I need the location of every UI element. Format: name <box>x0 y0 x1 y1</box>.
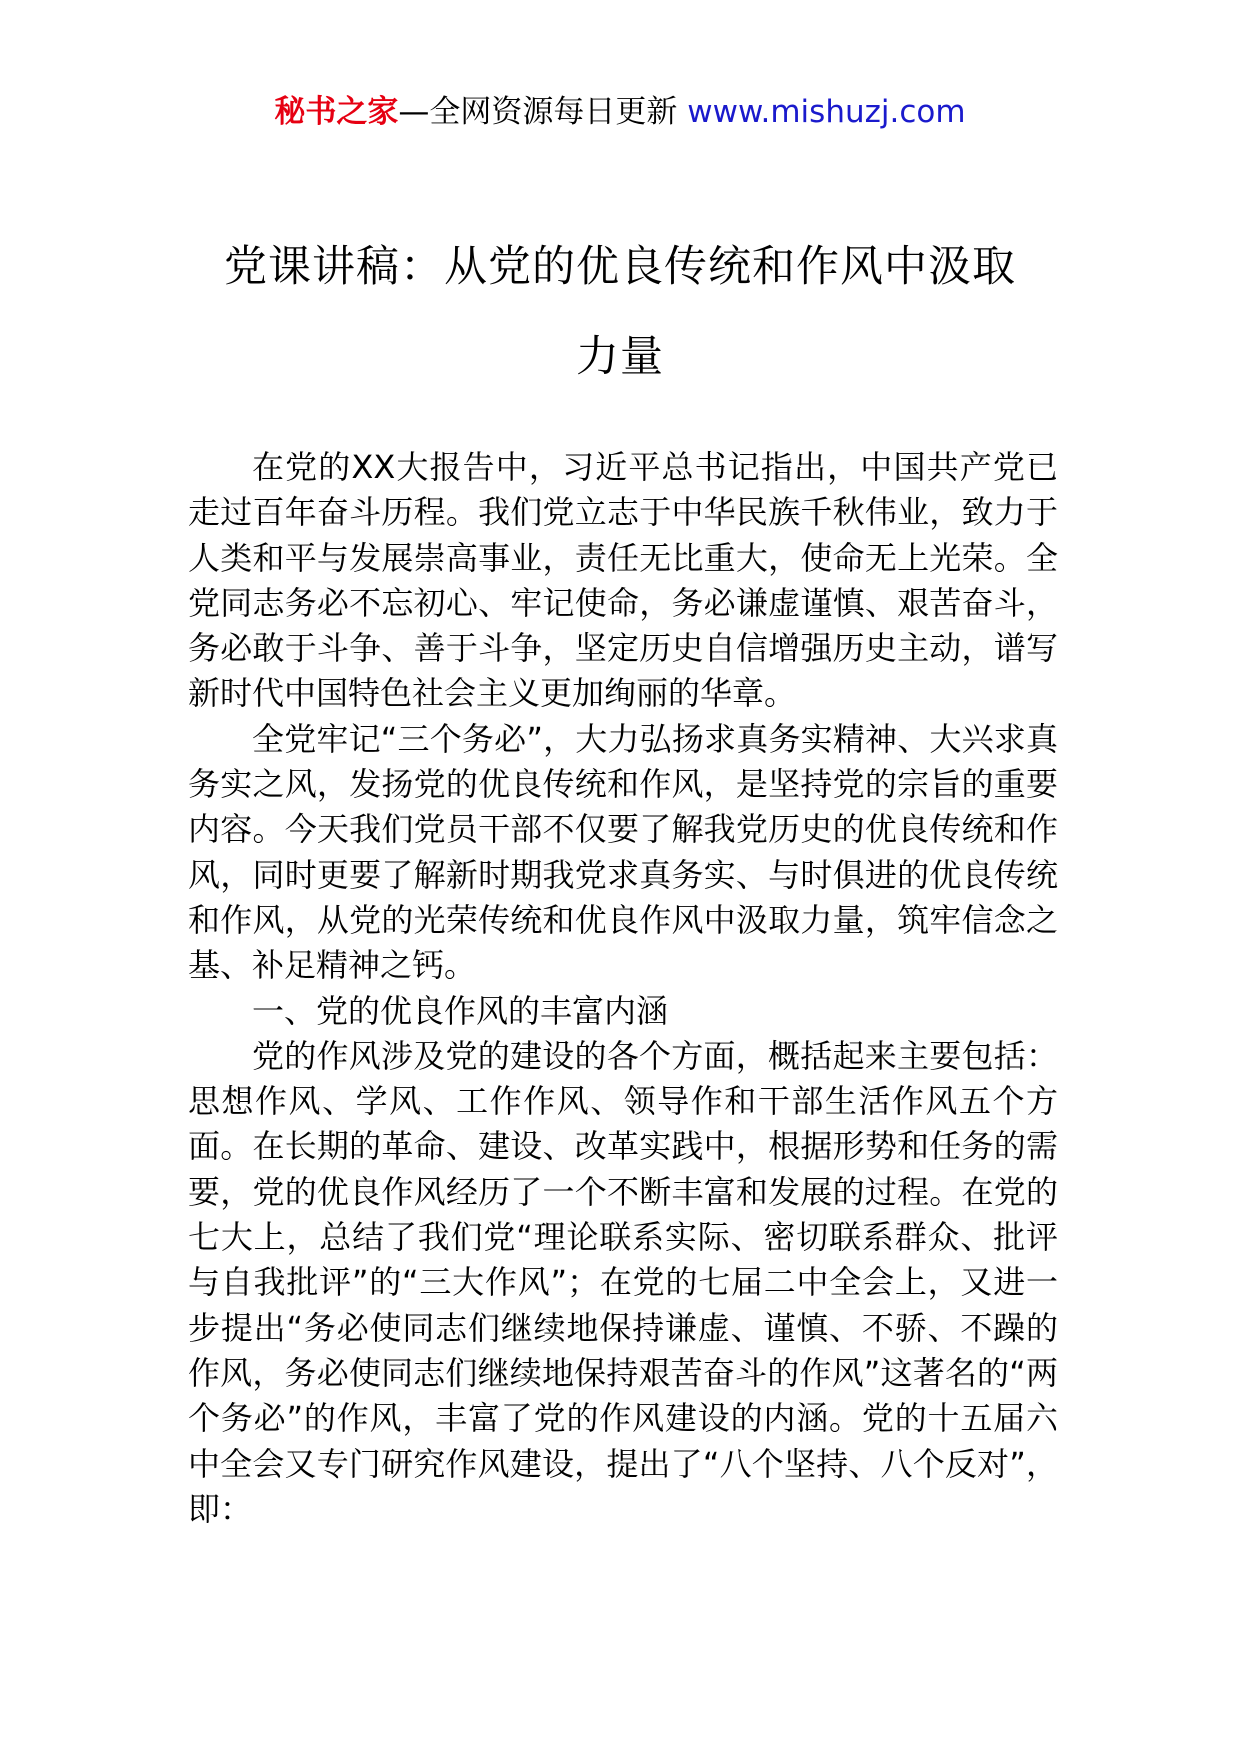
document-title-line-1: 党课讲稿：从党的优良传统和作风中汲取 <box>224 242 1016 292</box>
body-paragraph-1: 在党的XX大报告中，习近平总书记指出，中国共产党已走过百年奋斗历程。我们党立志于中华民族千秋伟业，致力于人类和平与发展崇高事业，责任无比重大，使命无上光荣。全党同志务必不忘初心、牢记使命，务必谦虚谨慎、艰苦奋斗，务必敢于斗争、善于斗争，坚定历史自信增强历史主动，谱写新时代中国特色社会主义更加绚丽的华章。 <box>188 448 1058 713</box>
document-title-line-2: 力量 <box>576 332 664 382</box>
site-brand: 秘书之家 <box>274 94 399 130</box>
site-header <box>0 92 1240 132</box>
section-heading: 一、党的优良作风的丰富内涵 <box>252 991 669 1030</box>
section-paragraph: 党的作风涉及党的建设的各个方面，概括起来主要包括：思想作风、学风、工作作风、领导作和干部生活作风五个方面。在长期的革命、建设、改革实践中，根据形势和任务的需要，党的优良作风经历了一个不断丰富和发展的过程。在党的七大上，总结了我们党“理论联系实际、密切联系群众、批评与自我批评”的“三大作风”；在党的七届二中全会上，又进一步提出“务必使同志们继续地保持谦虚、谨慎、不骄、不躁的作风，务必使同志们继续地保持艰苦奋斗的作风”这著名的“两个务必”的作风，丰富了党的作风建设的内涵。党的十五届六中全会又专门研究作风建设，提出了“八个坚持、八个反对”，即： <box>188 1036 1058 1528</box>
site-slogan: —全网资源每日更新 <box>398 94 678 130</box>
document-title <box>150 222 1090 402</box>
document-body <box>188 445 1058 1532</box>
site-url-link[interactable]: www.mishuzj.com <box>687 94 966 130</box>
body-paragraph-2: 全党牢记“三个务必”，大力弘扬求真务实精神、大兴求真务实之风，发扬党的优良传统和作风，是坚持党的宗旨的重要内容。今天我们党员干部不仅要了解我党历史的优良传统和作风，同时更要了解新时期我党求真务实、与时俱进的优良传统和作风，从党的光荣传统和优良作风中汲取力量，筑牢信念之基、补足精神之钙。 <box>188 719 1058 985</box>
